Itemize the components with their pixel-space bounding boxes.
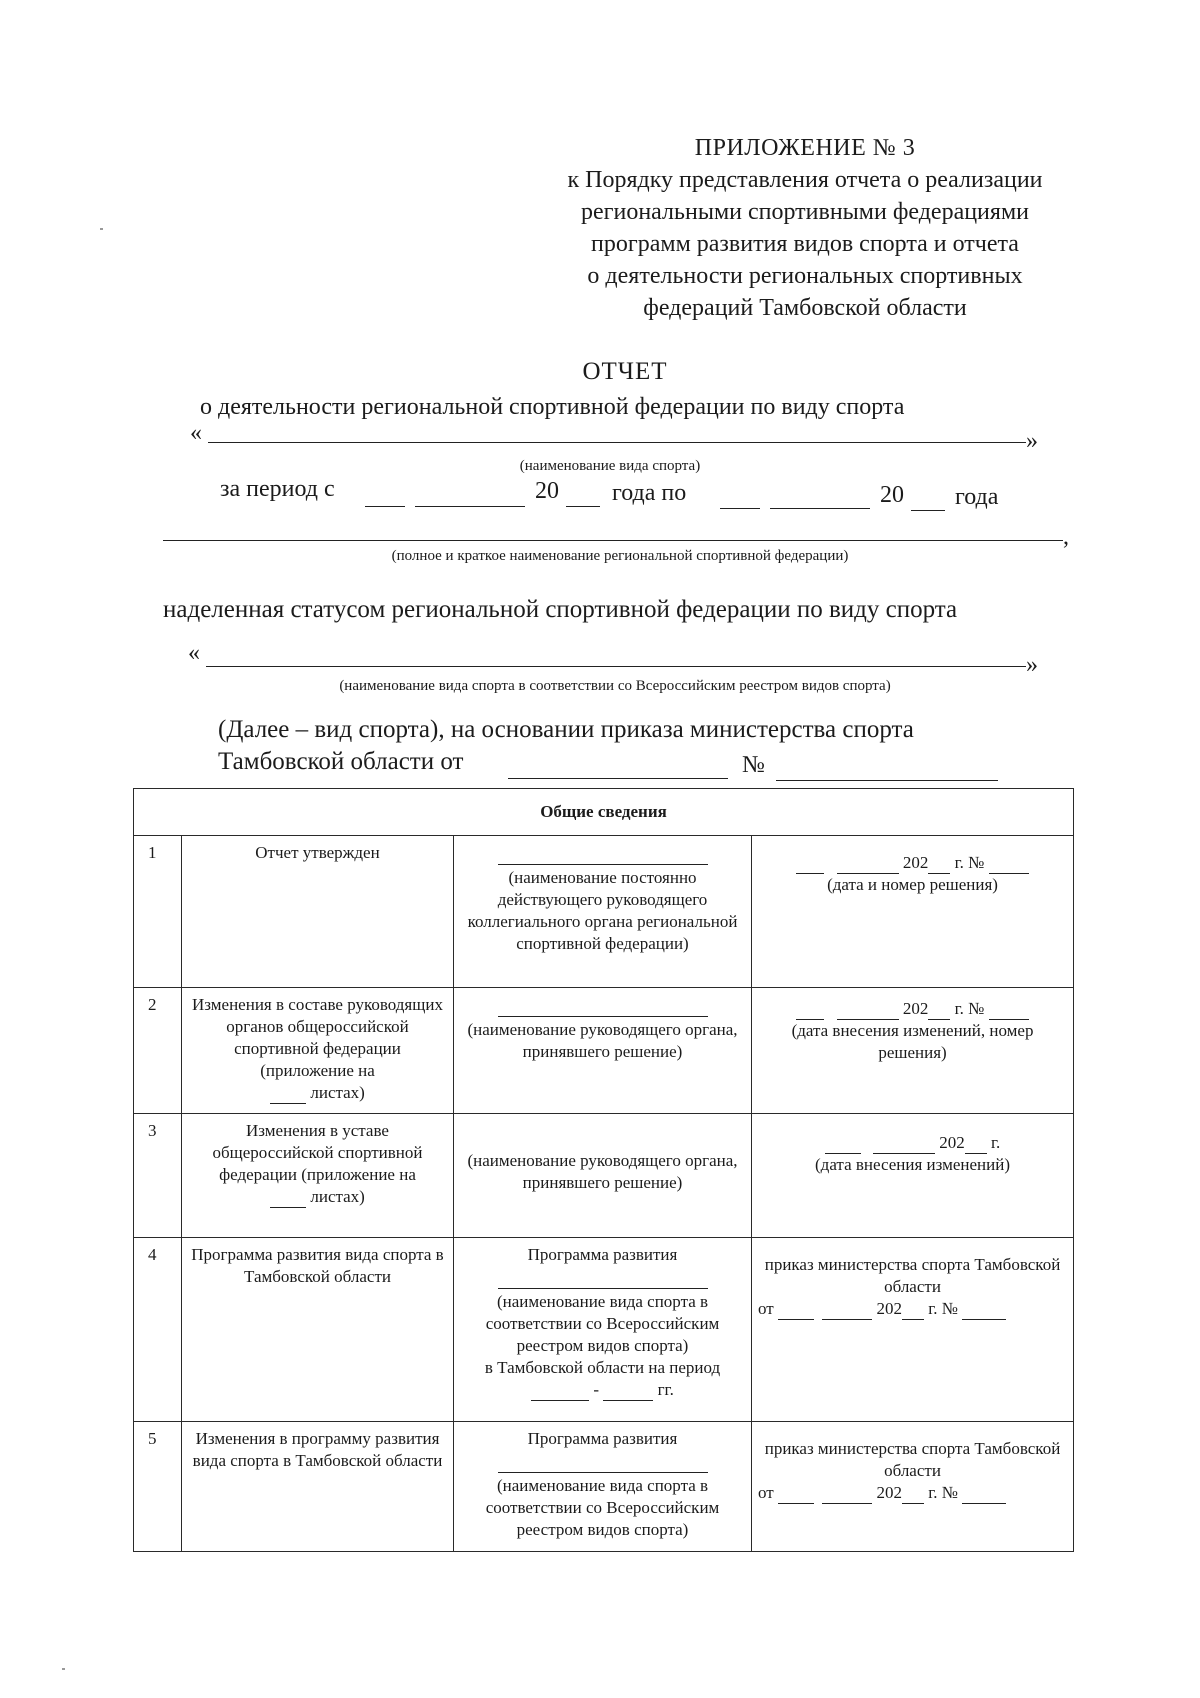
year-prefix: 202 xyxy=(876,1299,902,1318)
year-field[interactable] xyxy=(902,1301,924,1320)
row-middle-title: Программа развития xyxy=(527,1245,678,1264)
row-number: 1 xyxy=(134,836,182,988)
table-row xyxy=(134,1114,1074,1238)
year-field[interactable] xyxy=(928,1001,950,1020)
row-middle-cell xyxy=(454,1422,752,1552)
report-title: ОТЧЕТ xyxy=(582,358,668,385)
order-from: от xyxy=(758,1483,774,1502)
appendix-line: о деятельности региональных спортивных xyxy=(587,263,1023,289)
year-prefix: 202 xyxy=(902,999,929,1018)
row-label-cell xyxy=(182,1114,454,1238)
row-label: Программа развития вида спорта в Тамбовской области xyxy=(182,1238,454,1422)
date-line xyxy=(758,1132,1067,1154)
order-date-line xyxy=(758,1298,1067,1320)
row-middle-caption: (наименование вида спорта в соответствии со Всероссийским реестром видов спорта) xyxy=(485,1292,720,1355)
date-mid: г. № xyxy=(928,1483,958,1502)
table-row xyxy=(134,988,1074,1114)
table-header: Общие сведения xyxy=(134,789,1074,836)
appendix-line: программ развития видов спорта и отчета xyxy=(591,231,1019,257)
table-row xyxy=(134,1422,1074,1552)
date-mid: г. № xyxy=(954,853,985,872)
appendix-line: к Порядку представления отчета о реализации xyxy=(567,167,1043,193)
basis-line-1: (Далее – вид спорта), на основании приказа министерства спорта xyxy=(218,716,914,743)
row-date-cell xyxy=(752,1114,1074,1238)
scan-speck xyxy=(100,228,103,230)
year-field[interactable] xyxy=(902,1485,924,1504)
year-prefix: 20 xyxy=(535,478,559,504)
decision-number-field[interactable] xyxy=(989,1001,1029,1020)
row-number: 2 xyxy=(134,988,182,1114)
date-mid: г. № xyxy=(954,999,985,1018)
federation-name-field[interactable] xyxy=(163,540,1063,541)
governing-body-field[interactable] xyxy=(498,1004,708,1017)
row-middle-caption: (наименование руководящего органа, принявшего решение) xyxy=(467,1020,738,1061)
row-middle-cell xyxy=(454,836,752,988)
table-row xyxy=(134,836,1074,988)
row-number: 3 xyxy=(134,1114,182,1238)
number-sign: № xyxy=(742,752,765,778)
status-text: наделенная статусом региональной спортивной федерации по виду спорта xyxy=(163,596,958,623)
day-field[interactable] xyxy=(796,855,824,874)
sheets-count-field[interactable] xyxy=(270,1189,306,1208)
quote-open: « xyxy=(190,420,202,446)
row-order-cell xyxy=(752,1238,1074,1422)
row-number: 5 xyxy=(134,1422,182,1552)
appendix-title: ПРИЛОЖЕНИЕ № 3 xyxy=(694,135,916,161)
date-mid: г. № xyxy=(928,1299,958,1318)
order-number-field[interactable] xyxy=(962,1301,1006,1320)
program-period xyxy=(460,1379,745,1401)
program-sport-field[interactable] xyxy=(498,1460,708,1473)
table-header-row xyxy=(134,789,1074,836)
row-right-title: приказ министерства спорта Тамбовской области xyxy=(764,1439,1061,1480)
row-middle-caption: (наименование вида спорта в соответствии со Всероссийским реестром видов спорта) xyxy=(485,1476,720,1539)
period-from-label: за период с xyxy=(220,476,335,502)
row-middle-caption: (наименование постоянно действующего руководящего коллегиального органа региональной спортивной федерации) xyxy=(467,868,738,953)
day-field[interactable] xyxy=(778,1485,814,1504)
row-order-cell xyxy=(752,1422,1074,1552)
month-field[interactable] xyxy=(837,1001,899,1020)
month-field[interactable] xyxy=(837,855,899,874)
registry-sport-caption: (наименование вида спорта в соответствии со Всероссийским реестром видов спорта) xyxy=(339,678,891,694)
period-start-field[interactable] xyxy=(531,1382,589,1401)
quote-close: » xyxy=(1026,652,1038,678)
row-middle-extra: в Тамбовской области на период xyxy=(484,1358,721,1377)
day-field[interactable] xyxy=(778,1301,814,1320)
basis-line-2: Тамбовской области от xyxy=(218,748,464,775)
appendix-header xyxy=(500,132,1110,324)
row-middle-caption: (наименование руководящего органа, принявшего решение) xyxy=(467,1151,738,1192)
row-label-tail: листах) xyxy=(310,1187,365,1206)
sport-name-caption: (наименование вида спорта) xyxy=(519,458,701,474)
month-field[interactable] xyxy=(873,1135,935,1154)
sport-name-field[interactable] xyxy=(208,442,1026,443)
period-to-year-field[interactable] xyxy=(911,510,945,511)
scan-speck xyxy=(62,1668,65,1670)
day-field[interactable] xyxy=(796,1001,824,1020)
period-year-suffix: года xyxy=(955,484,999,510)
period-years: гг. xyxy=(657,1380,674,1399)
row-label-tail: листах) xyxy=(310,1083,365,1102)
order-number-field[interactable] xyxy=(776,780,998,781)
row-right-caption: (дата внесения изменений, номер решения) xyxy=(791,1021,1034,1062)
row-right-caption: (дата и номер решения) xyxy=(827,875,998,894)
row-date-cell xyxy=(752,836,1074,988)
row-label: Изменения в программу развития вида спорта в Тамбовской области xyxy=(182,1422,454,1552)
period-to-day-field[interactable] xyxy=(720,508,760,509)
row-label-cell xyxy=(182,988,454,1114)
order-from: от xyxy=(758,1299,774,1318)
row-middle-cell xyxy=(454,988,752,1114)
appendix-line: федераций Тамбовской области xyxy=(643,295,967,321)
period-from-day-field[interactable] xyxy=(365,506,405,507)
approver-field[interactable] xyxy=(498,852,708,865)
row-label: Изменения в составе руководящих органов общероссийской спортивной федерации (приложение на xyxy=(192,995,443,1080)
comma: , xyxy=(1063,524,1069,550)
order-date-field[interactable] xyxy=(508,778,728,779)
period-to-label: года по xyxy=(612,480,687,506)
row-number: 4 xyxy=(134,1238,182,1422)
row-date-cell xyxy=(752,988,1074,1114)
year-field[interactable] xyxy=(965,1135,987,1154)
date-line xyxy=(758,852,1067,874)
appendix-line: региональными спортивными федерациями xyxy=(581,199,1029,225)
period-from-month-field[interactable] xyxy=(415,506,525,507)
report-subtitle: о деятельности региональной спортивной федерации по виду спорта xyxy=(200,394,905,420)
year-prefix: 202 xyxy=(876,1483,902,1502)
row-right-title: приказ министерства спорта Тамбовской области xyxy=(764,1255,1061,1296)
date-mid: г. xyxy=(990,1133,1001,1152)
sheets-count-field[interactable] xyxy=(270,1085,306,1104)
row-middle-cell xyxy=(454,1238,752,1422)
month-field[interactable] xyxy=(822,1301,872,1320)
period-dash: - xyxy=(593,1380,600,1399)
month-field[interactable] xyxy=(822,1485,872,1504)
year-field[interactable] xyxy=(928,855,950,874)
federation-name-caption: (полное и краткое наименование региональной спортивной федерации) xyxy=(391,548,849,564)
year-prefix: 202 xyxy=(939,1133,965,1152)
year-prefix: 202 xyxy=(902,853,929,872)
quote-close: » xyxy=(1026,428,1038,454)
row-label: Отчет утвержден xyxy=(182,836,454,988)
period-to-month-field[interactable] xyxy=(770,508,870,509)
day-field[interactable] xyxy=(825,1135,861,1154)
registry-sport-field[interactable] xyxy=(206,666,1026,667)
period-end-field[interactable] xyxy=(603,1382,653,1401)
period-from-year-field[interactable] xyxy=(566,506,600,507)
order-number-field[interactable] xyxy=(962,1485,1006,1504)
quote-open: « xyxy=(188,640,200,666)
program-sport-field[interactable] xyxy=(498,1276,708,1289)
general-info-table xyxy=(133,788,1074,1552)
row-middle-title: Программа развития xyxy=(527,1429,678,1448)
row-label: Изменения в уставе общероссийской спортивной федерации (приложение на xyxy=(212,1121,423,1184)
row-middle-cell xyxy=(454,1114,752,1238)
decision-number-field[interactable] xyxy=(989,855,1029,874)
date-line xyxy=(758,998,1067,1020)
table-row xyxy=(134,1238,1074,1422)
order-date-line xyxy=(758,1482,1067,1504)
year-prefix: 20 xyxy=(880,482,904,508)
row-right-caption: (дата внесения изменений) xyxy=(815,1155,1010,1174)
